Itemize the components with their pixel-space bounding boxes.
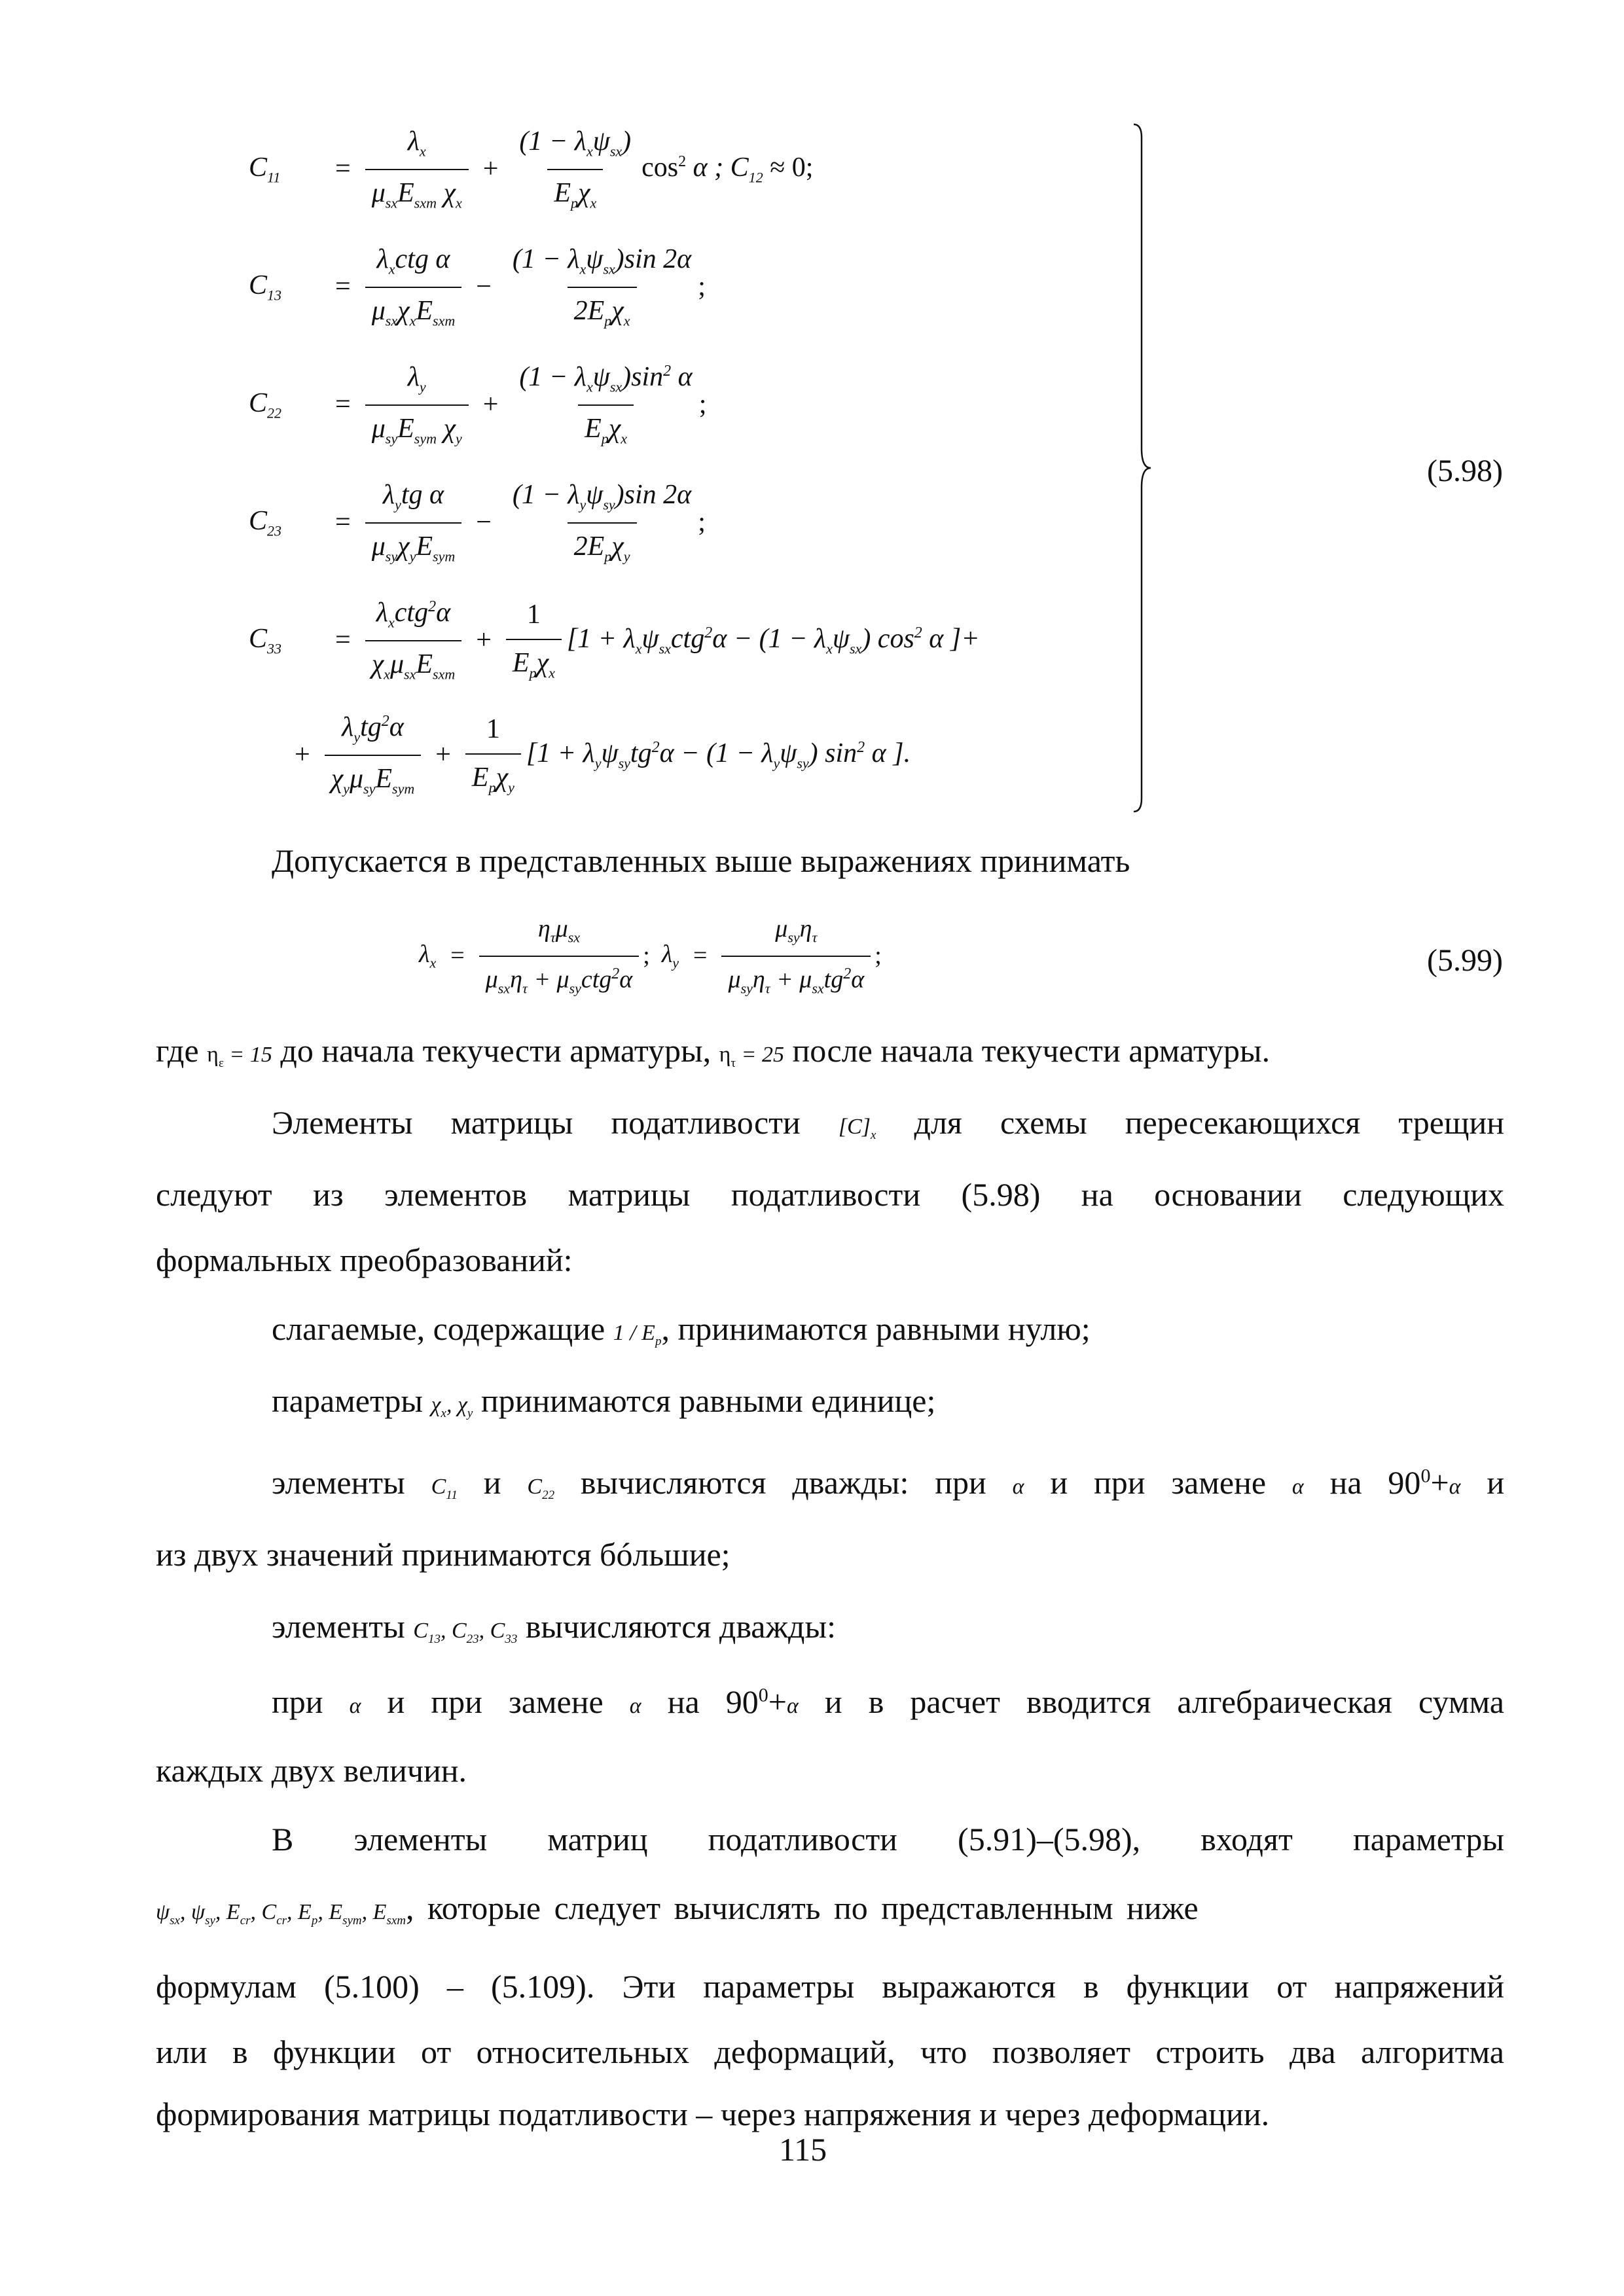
equation-number-5-98: (5.98): [1427, 454, 1503, 488]
fraction-2: $\frac{1}{E_p\chi_y}$: [465, 715, 521, 795]
paragraph-6-line-2: из двух значений принимаются бóльшие;: [156, 1536, 731, 1573]
fraction-2: $\frac{(1 - \lambda_x\psi_{sx})\sin 2\alpha}{2E_p\chi_x}$: [512, 244, 692, 329]
equation-5-99: $\lambda_x$ = $\frac{\eta_\tau\mu_{sx}}{\mu_{sx}\eta_\tau + \mu_{sy}ctg^2\alpha}$ ; $\lambda_y$ = $\frac{\mu_{sy}\eta_\tau}{\mu_{sy}\eta_\tau + \mu_{sx}tg^2\alpha}$ ;: [419, 915, 882, 996]
fraction-2: $\frac{(1 - \lambda_x\psi_{sx})}{E_p\chi_x}$: [519, 126, 632, 211]
paragraph-6: элементы $C_{11}$ и $C_{22}$ вычисляются дважды: при α и при замене α на $90^0+\alpha$ и: [272, 1464, 1505, 1502]
paragraph-3: Элементы матрицы податливости $[C]_x$ для схемы пересекающихся трещин: [272, 1104, 1505, 1142]
paragraph-4: слагаемые, содержащие $1 / E_p$, принимаются равными нулю;: [272, 1310, 1091, 1348]
fraction-2: $\frac{1}{E_p\chi_x}$: [506, 601, 562, 680]
equation-system-5-98: [249, 121, 1152, 815]
fraction-1: $\frac{\lambda_y}{\mu_{sy}E_{sym} \chi_y}$: [365, 363, 469, 446]
lhs-c13: $C_{13}$: [249, 270, 282, 304]
paragraph-5: параметры $\chi_x$, $\chi_y$ принимаются равными единице;: [272, 1382, 936, 1420]
page-number: 115: [779, 2131, 827, 2168]
fraction-2: $\frac{(1 - \lambda_y\psi_{sy})\sin 2\alpha}{2E_p\chi_y}$: [512, 480, 692, 565]
paragraph-9-line-3: формулам (5.100) – (5.109). Эти параметры выражаются в функции от напряжений: [156, 1968, 1504, 2005]
paragraph-9-line-2: $\psi_{sx}$, $\psi_{sy}$, $E_{cr}$, $C_{cr}$, $E_p$, $E_{sym}$, $E_{sxm}$, которые следует вычислять по представленным ниже: [156, 1890, 1199, 1928]
fraction-1: $\frac{\lambda_ytg \alpha}{\mu_{sy}\chi_yE_{sym}}$: [365, 481, 462, 564]
paragraph-8-line-2: каждых двух величин.: [156, 1752, 467, 1789]
equation-row-c33-continuation: + $\frac{\lambda_ytg^2\alpha}{\chi_y\mu_{sy}E_{sym}}$ + $\frac{1}{E_p\chi_y}$ [$1 + \lambda_y\psi_{sy}tg^2\alpha - (1 - \lambda_y\psi_{sy})$ $\sin^2 \alpha$ ].: [295, 712, 911, 797]
paragraph-3-line-2: следуют из элементов матрицы податливости (5.98) на основании следующих: [156, 1176, 1504, 1213]
lhs-c33: $C_{33}$: [249, 624, 282, 657]
fraction-lambda-x: $\frac{\eta_\tau\mu_{sx}}{\mu_{sx}\eta_\tau + \mu_{sy}ctg^2\alpha}$: [479, 916, 640, 996]
lhs-c11: $C_{11}$: [249, 152, 281, 186]
equation-row-c11: $C_{11}$ = $\frac{\lambda_x}{\mu_{sx}E_{sxm} \chi_x}$ + $\frac{(1 - \lambda_x\psi_{sx})}{E_p\chi_x}$ $\cos^2 \alpha$ ; $C_{12} \approx 0$;: [249, 126, 814, 211]
paragraph-9-line-5: формирования матрицы податливости – через напряжения и через деформации.: [156, 2096, 1270, 2132]
paragraph-9-line-4: или в функции от относительных деформаций, что позволяет строить два алгоритма: [156, 2034, 1504, 2070]
lhs-c22: $C_{22}$: [249, 388, 282, 422]
fraction-2: $\frac{(1 - \lambda_x\psi_{sx})\sin^2 \alpha}{E_p\chi_x}$: [519, 362, 693, 447]
equation-row-c23: $C_{23}$ = $\frac{\lambda_ytg \alpha}{\mu_{sy}\chi_yE_{sym}}$ − $\frac{(1 - \lambda_y\psi_{sy})\sin 2\alpha}{2E_p\chi_y}$ ;: [249, 480, 706, 565]
fraction-1: $\frac{\lambda_xctg \alpha}{\mu_{sx}\chi_xE_{sxm}}$: [365, 245, 462, 329]
fraction-lambda-y: $\frac{\mu_{sy}\eta_\tau}{\mu_{sy}\eta_\tau + \mu_{sx}tg^2\alpha}$: [721, 916, 871, 996]
fraction-1: $\frac{\lambda_ytg^2\alpha}{\chi_y\mu_{sy}E_{sym}}$: [325, 713, 422, 797]
paragraph-2: где $\eta_\varepsilon = 15$ до начала текучести арматуры, $\eta_\tau = 25$ после начала текучести арматуры.: [156, 1032, 1271, 1070]
paragraph-3-line-3: формальных преобразований:: [156, 1242, 573, 1278]
paragraph-8: при α и при замене α на $90^0+\alpha$ и в расчет вводится алгебраическая сумма: [272, 1683, 1505, 1720]
equation-row-c13: $C_{13}$ = $\frac{\lambda_xctg \alpha}{\mu_{sx}\chi_xE_{sxm}}$ − $\frac{(1 - \lambda_x\psi_{sx})\sin 2\alpha}{2E_p\chi_x}$ ;: [249, 244, 706, 329]
fraction-1: $\frac{\lambda_xctg^2\alpha}{\chi_x\mu_{sx}E_{sxm}}$: [365, 599, 462, 682]
fraction-1: $\frac{\lambda_x}{\mu_{sx}E_{sxm} \chi_x}$: [365, 128, 469, 211]
equation-row-c33: $C_{33}$ = $\frac{\lambda_xctg^2\alpha}{\chi_x\mu_{sx}E_{sxm}}$ + $\frac{1}{E_p\chi_x}$ [$1 + \lambda_x\psi_{sx}ctg^2\alpha - (1 - \lambda_x\psi_{sx})$ $\cos^2 \alpha$ ]+: [249, 598, 980, 683]
right-curly-brace: [1132, 121, 1152, 815]
paragraph-7: элементы $C_{13}$, $C_{23}$, $C_{33}$ вычисляются дважды:: [272, 1608, 836, 1646]
paragraph-9: В элементы матриц податливости (5.91)–(5.98), входят параметры: [272, 1821, 1504, 1857]
paragraph-1: Допускается в представленных выше выражениях принимать: [272, 842, 1130, 879]
lhs-c23: $C_{23}$: [249, 506, 282, 539]
equation-row-c22: $C_{22}$ = $\frac{\lambda_y}{\mu_{sy}E_{sym} \chi_y}$ + $\frac{(1 - \lambda_x\psi_{sx})\sin^2 \alpha}{E_p\chi_x}$ ;: [249, 362, 707, 447]
equation-number-5-99: (5.99): [1427, 943, 1503, 978]
